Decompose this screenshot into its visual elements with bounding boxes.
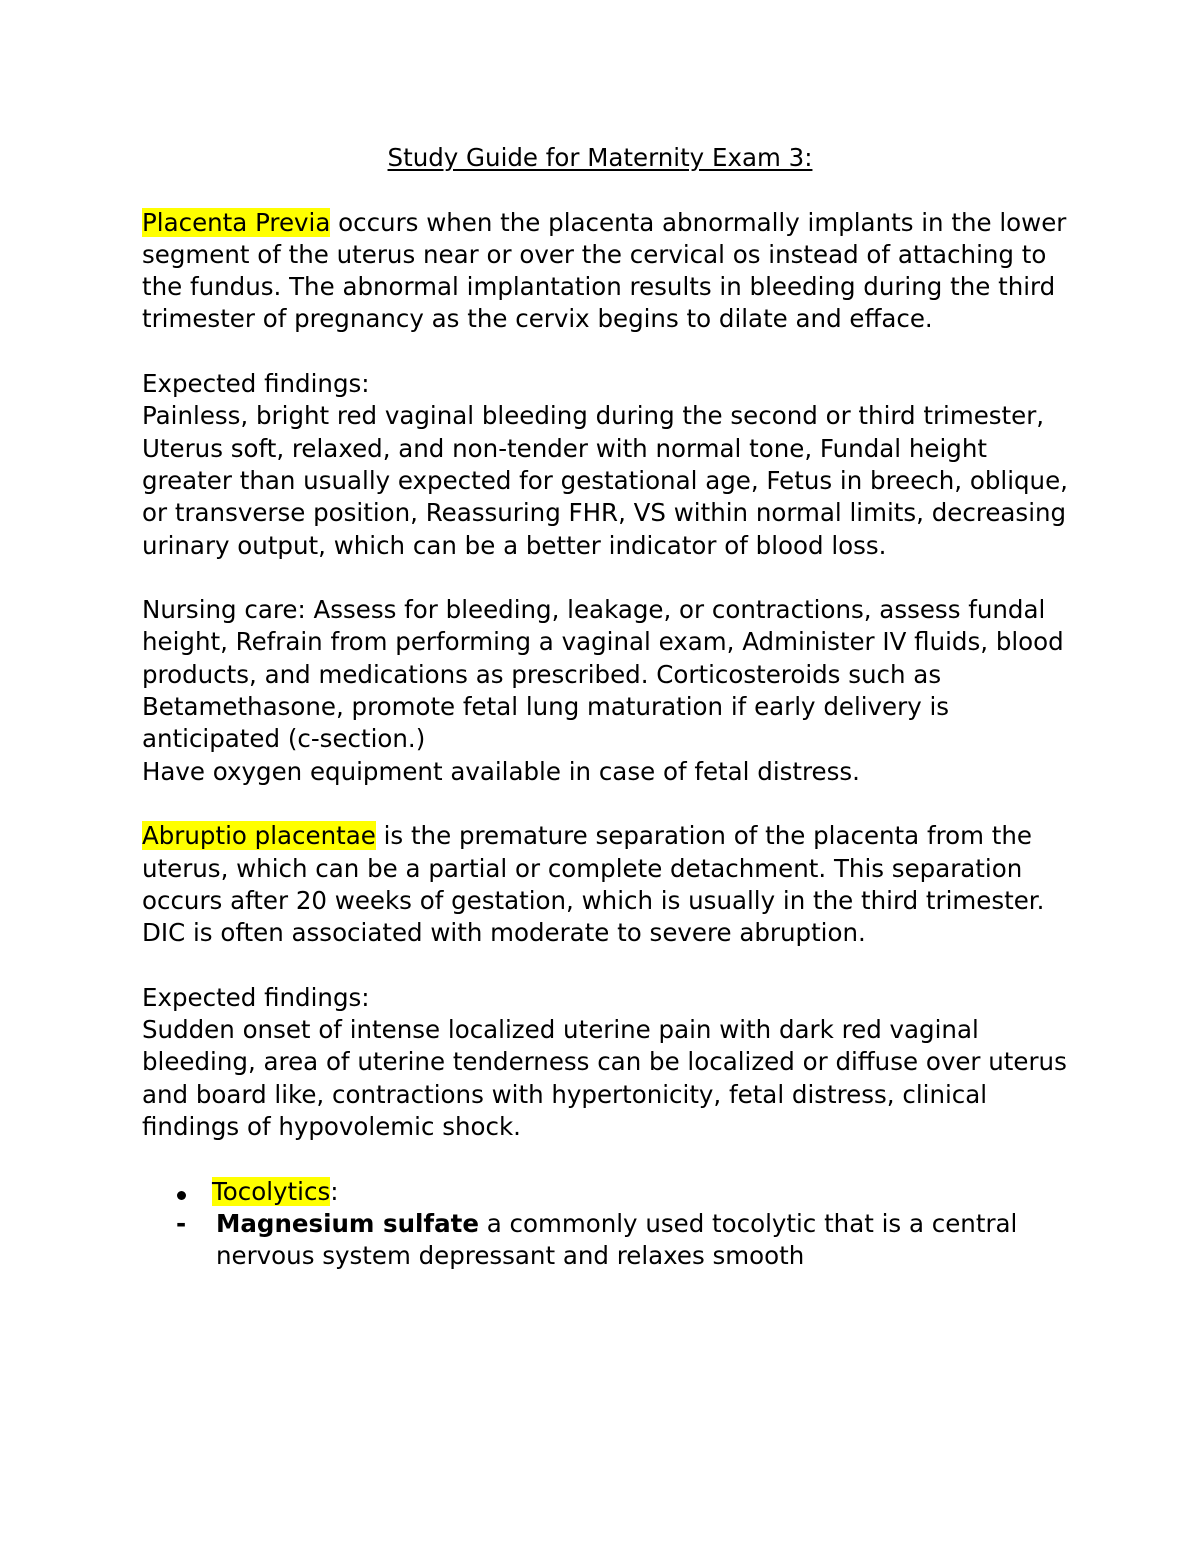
placenta-previa-term: Placenta Previa [142, 207, 331, 237]
abruptio-placentae-findings-heading: Expected findings: [142, 982, 370, 1012]
abruptio-placentae-definition-text: is the premature separation of the placenta from the uterus, which can be a partial or complete detachment. This separation occurs after 20 weeks of gestation, which is usually in the third trimester. DIC is often associated with moderate to severe abruption. [142, 821, 1045, 948]
placenta-previa-oxygen-note: Have oxygen equipment available in case of fetal distress. [142, 756, 860, 786]
dash-marker: - [176, 1208, 187, 1238]
tocolytics-bullet-item [142, 1176, 1072, 1208]
abruptio-placentae-findings: Sudden onset of intense localized uterine pain with dark red vaginal bleeding, area of uterine tenderness can be localized or diffuse over uterus and board like, contractions with hypertonicity, fetal distress, clinical findings of hypovolemic shock. [142, 1015, 1067, 1141]
abruptio-placentae-definition [142, 820, 1072, 949]
document-title: Study Guide for Maternity Exam 3: [387, 143, 813, 172]
bullet-dot-icon [172, 1176, 212, 1208]
placenta-previa-findings: Painless, bright red vaginal bleeding during the second or third trimester, Uterus soft, relaxed, and non-tender with normal tone, Fundal height greater than usually expected for gestational age, Fetus in breech, oblique, or transverse position, Reassuring FHR, VS within normal limits, decreasing urinary output, which can be a better indicator of blood loss. [142, 401, 1068, 560]
magnesium-sulfate-item [142, 1208, 1072, 1273]
placenta-previa-definition [142, 207, 1072, 336]
magnesium-sulfate-description: a commonly used tocolytic that is a central nervous system depressant and relaxes smooth [216, 1208, 1018, 1271]
magnesium-sulfate-name: Magnesium sulfate [216, 1208, 479, 1238]
placenta-previa-definition-text: occurs when the placenta abnormally implants in the lower segment of the uterus near or over the cervical os instead of attaching to the fundus. The abnormal implantation results in bleeding during the third trimester of pregnancy as the cervix begins to dilate and efface. [142, 207, 1067, 334]
tocolytics-label-suffix: : [330, 1176, 339, 1206]
placenta-previa-nursing-care: Nursing care: Assess for bleeding, leakage, or contractions, assess fundal height, Refrain from performing a vaginal exam, Administer IV fluids, blood products, and medications as prescribed. Corticosteroids such as Betamethasone, promote fetal lung maturation if early delivery is anticipated (c-section.) [142, 595, 1064, 754]
abruptio-placentae-term: Abruptio placentae [142, 821, 376, 851]
document-page [142, 142, 1072, 1272]
tocolytics-label: Tocolytics [212, 1176, 331, 1206]
placenta-previa-findings-heading: Expected findings: [142, 369, 370, 399]
